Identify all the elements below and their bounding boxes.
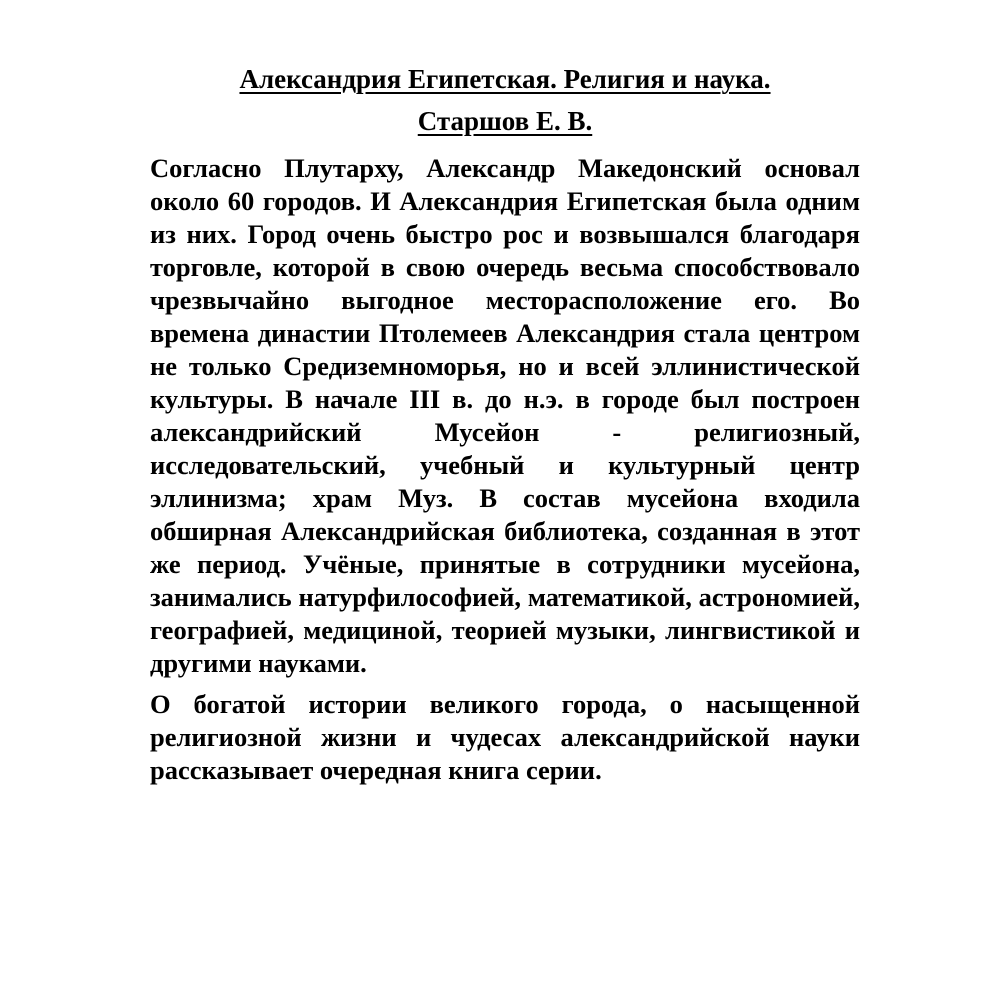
description-paragraph-2: О богатой истории великого города, о насыщенной религиозной жизни и чудесах александрийской науки рассказывает очередная книга серии. xyxy=(150,689,860,785)
description-paragraph-1: Согласно Плутарху, Александр Македонский основал около 60 городов. И Александрия Египетская была одним из них. Город очень быстро рос и возвышался благодаря торговле, которой в свою очередь весьма способствовало чрезвычайно выгодное месторасположение его. Во времена династии Птолемеев Александрия стала центром не только Средиземноморья, но и всей эллинистической культуры. В начале III в. до н.э. в городе был построен александрийский Мусейон - религиозный, исследовательский, учебный и культурный центр эллинизма; храм Муз. В состав мусейона входила обширная Александрийская библиотека, созданная в этот же период. Учёные, принятые в сотрудники мусейона, занимались натурфилософией, математикой, астрономией, географией, медициной, теорией музыки, лингвистикой и другими науками. xyxy=(150,153,860,678)
book-title: Александрия Египетская. Религия и наука. xyxy=(239,64,771,94)
book-author: Старшов Е. В. xyxy=(417,106,593,136)
book-description-page xyxy=(150,58,860,787)
